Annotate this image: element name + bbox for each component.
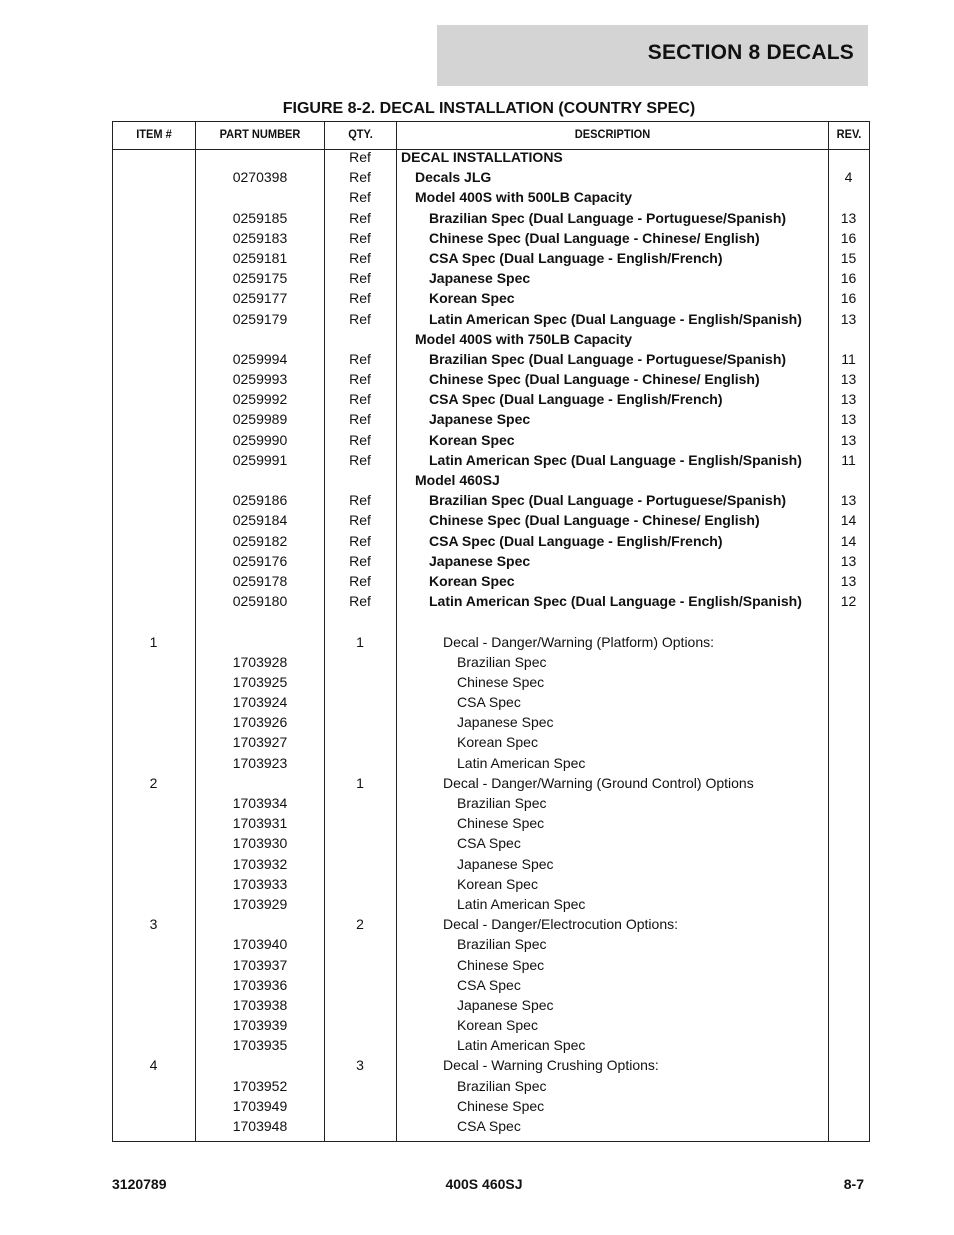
- part-number-cell: 1703927: [232, 734, 288, 751]
- qty-cell: 3: [356, 1057, 364, 1074]
- description-cell: CSA Spec: [457, 694, 521, 711]
- rev-cell: 14: [840, 512, 857, 529]
- description-cell: Latin American Spec: [457, 754, 586, 771]
- qty-cell: Ref: [349, 391, 371, 408]
- description-cell: Korean Spec: [429, 290, 515, 307]
- qty-cell: Ref: [349, 552, 371, 569]
- part-number-cell: 0259992: [232, 391, 288, 408]
- rev-cell: 13: [840, 310, 857, 327]
- table-row: [0, 916, 954, 936]
- qty-cell: Ref: [349, 572, 371, 589]
- table-row: [0, 290, 954, 310]
- table-row: [0, 856, 954, 876]
- part-number-cell: 0259175: [232, 270, 288, 287]
- table-row: [0, 169, 954, 189]
- table-row: [0, 149, 954, 169]
- item-number-cell: 3: [149, 916, 158, 933]
- table-row: [0, 876, 954, 896]
- table-row: [0, 1078, 954, 1098]
- description-cell: CSA Spec: [457, 976, 521, 993]
- description-cell: Latin American Spec: [457, 895, 586, 912]
- part-number-cell: 1703923: [232, 754, 288, 771]
- qty-cell: 1: [356, 633, 364, 650]
- description-cell: Decal - Danger/Warning (Platform) Options:: [443, 633, 715, 650]
- rev-cell: 13: [840, 371, 857, 388]
- col-header-part-number: PART NUMBER: [219, 127, 301, 141]
- rev-cell: 11: [841, 451, 856, 468]
- table-row: [0, 795, 954, 815]
- description-cell: DECAL INSTALLATIONS: [401, 149, 563, 165]
- rev-cell: 15: [840, 249, 857, 266]
- table-row: [0, 694, 954, 714]
- qty-cell: Ref: [349, 512, 371, 529]
- description-cell: Korean Spec: [429, 572, 515, 589]
- description-cell: Korean Spec: [457, 734, 538, 751]
- table-row: [0, 512, 954, 532]
- description-cell: Brazilian Spec (Dual Language - Portuguese/Spanish): [429, 209, 787, 226]
- part-number-cell: 0259990: [232, 431, 288, 448]
- description-cell: Chinese Spec: [457, 956, 545, 973]
- table-row: [0, 553, 954, 573]
- table-row: [0, 674, 954, 694]
- rev-cell: 13: [840, 209, 857, 226]
- item-number-cell: 1: [149, 633, 158, 650]
- rev-cell: 13: [840, 572, 857, 589]
- description-cell: Brazilian Spec: [457, 795, 547, 811]
- table-row: [0, 977, 954, 997]
- part-number-cell: 0259178: [232, 572, 288, 589]
- part-number-cell: 1703929: [232, 895, 288, 912]
- table-row: [0, 775, 954, 795]
- description-cell: CSA Spec (Dual Language - English/French): [429, 532, 723, 549]
- description-cell: Brazilian Spec (Dual Language - Portuguese/Spanish): [429, 350, 787, 367]
- table-row: [0, 593, 954, 613]
- col-header-qty: QTY.: [348, 127, 373, 141]
- part-number-cell: 1703926: [232, 714, 288, 731]
- table-row: [0, 734, 954, 754]
- description-cell: Model 400S with 750LB Capacity: [415, 330, 633, 347]
- description-cell: Chinese Spec: [457, 815, 545, 832]
- qty-cell: Ref: [349, 532, 371, 549]
- table-row: [0, 210, 954, 230]
- rev-cell: 13: [840, 431, 857, 448]
- description-cell: Korean Spec: [457, 1017, 538, 1034]
- qty-cell: Ref: [349, 492, 371, 509]
- table-row: [0, 230, 954, 250]
- table-row: [0, 1017, 954, 1037]
- qty-cell: Ref: [349, 310, 371, 327]
- rev-cell: 16: [840, 270, 857, 287]
- qty-cell: Ref: [349, 189, 371, 206]
- part-number-cell: 1703937: [232, 956, 288, 973]
- description-cell: Latin American Spec (Dual Language - English/Spanish): [429, 451, 802, 468]
- table-row: [0, 391, 954, 411]
- table-body: [0, 149, 954, 1138]
- part-number-cell: 0259183: [232, 229, 288, 246]
- description-cell: Japanese Spec: [429, 552, 531, 569]
- table-row: [0, 1118, 954, 1138]
- rev-cell: 13: [840, 492, 857, 509]
- part-number-cell: 0259993: [232, 371, 288, 388]
- qty-cell: Ref: [349, 411, 371, 428]
- col-header-description: DESCRIPTION: [574, 127, 651, 141]
- description-cell: Chinese Spec: [457, 673, 545, 690]
- qty-cell: Ref: [349, 290, 371, 307]
- rev-cell: 16: [840, 229, 857, 246]
- qty-cell: Ref: [349, 451, 371, 468]
- qty-cell: 2: [356, 916, 364, 933]
- table-row: [0, 492, 954, 512]
- part-number-cell: 0259182: [232, 532, 288, 549]
- qty-cell: Ref: [349, 593, 371, 610]
- description-cell: Korean Spec: [457, 875, 538, 892]
- part-number-cell: 1703932: [232, 855, 288, 872]
- part-number-cell: 1703948: [232, 1118, 288, 1134]
- table-row: [0, 654, 954, 674]
- qty-cell: Ref: [349, 149, 371, 165]
- description-cell: Decal - Danger/Warning (Ground Control) Options: [443, 774, 754, 791]
- description-cell: CSA Spec (Dual Language - English/French): [429, 249, 723, 266]
- table-row: [0, 311, 954, 331]
- part-number-cell: 0270398: [232, 169, 288, 186]
- part-number-cell: 1703931: [232, 815, 288, 832]
- part-number-cell: 1703949: [232, 1097, 288, 1114]
- rev-cell: 13: [840, 391, 857, 408]
- table-row: [0, 896, 954, 916]
- part-number-cell: 1703940: [232, 936, 288, 953]
- qty-cell: Ref: [349, 229, 371, 246]
- table-row: [0, 815, 954, 835]
- table-row: [0, 371, 954, 391]
- table-row: [0, 755, 954, 775]
- description-cell: Latin American Spec (Dual Language - English/Spanish): [429, 593, 802, 610]
- part-number-cell: 1703952: [232, 1077, 288, 1094]
- table-row: [0, 1057, 954, 1077]
- part-number-cell: 0259181: [232, 249, 288, 266]
- section-header: [437, 25, 868, 86]
- footer-doc-number: 3120789: [112, 1176, 167, 1192]
- table-row: [0, 270, 954, 290]
- table-row: [0, 957, 954, 977]
- part-number-cell: 0259991: [232, 451, 288, 468]
- rev-cell: 4: [844, 169, 853, 186]
- part-number-cell: 1703924: [232, 694, 288, 711]
- table-row: [0, 936, 954, 956]
- table-row: [0, 1037, 954, 1057]
- part-number-cell: 1703936: [232, 976, 288, 993]
- description-cell: Latin American Spec (Dual Language - English/Spanish): [429, 310, 802, 327]
- rev-cell: 13: [840, 411, 857, 428]
- footer-page-number: 8-7: [843, 1176, 864, 1192]
- table-row: [0, 351, 954, 371]
- col-header-rev: REV.: [836, 127, 862, 141]
- description-cell: Chinese Spec: [457, 1097, 545, 1114]
- table-row: [0, 452, 954, 472]
- rev-cell: 13: [840, 552, 857, 569]
- part-number-cell: 0259177: [232, 290, 288, 307]
- qty-cell: Ref: [349, 169, 371, 186]
- description-cell: Decal - Warning Crushing Options:: [443, 1057, 659, 1074]
- table-row: [0, 573, 954, 593]
- part-number-cell: 0259186: [232, 492, 288, 509]
- rev-cell: 11: [841, 350, 856, 367]
- item-number-cell: 2: [149, 774, 158, 791]
- part-number-cell: 1703930: [232, 835, 288, 852]
- description-cell: Japanese Spec: [429, 270, 531, 287]
- table-row: [0, 714, 954, 734]
- description-cell: Decal - Danger/Electrocution Options:: [443, 916, 678, 933]
- table-row: [0, 1098, 954, 1118]
- description-cell: Model 460SJ: [415, 472, 500, 488]
- description-cell: CSA Spec: [457, 835, 521, 852]
- qty-cell: Ref: [349, 209, 371, 226]
- part-number-cell: 1703928: [232, 653, 288, 670]
- description-cell: CSA Spec (Dual Language - English/French): [429, 391, 723, 408]
- table-row: [0, 189, 954, 209]
- description-cell: Brazilian Spec: [457, 653, 547, 670]
- section-title: SECTION 8 DECALS: [647, 41, 854, 64]
- part-number-cell: 0259180: [232, 593, 288, 610]
- rev-cell: 14: [840, 532, 857, 549]
- part-number-cell: 1703925: [232, 673, 288, 690]
- footer-model: 400S 460SJ: [445, 1176, 523, 1192]
- qty-cell: Ref: [349, 350, 371, 367]
- table-row: [0, 997, 954, 1017]
- table-row: [0, 432, 954, 452]
- part-number-cell: 0259994: [232, 350, 288, 367]
- part-number-cell: 1703933: [232, 875, 288, 892]
- qty-cell: Ref: [349, 270, 371, 287]
- description-cell: Latin American Spec: [457, 1037, 586, 1054]
- description-cell: Chinese Spec (Dual Language - Chinese/ English): [429, 371, 760, 388]
- part-number-cell: 0259176: [232, 552, 288, 569]
- figure-title: FIGURE 8-2. DECAL INSTALLATION (COUNTRY SPEC): [282, 100, 696, 117]
- table-row: [0, 835, 954, 855]
- part-number-cell: 1703935: [232, 1037, 288, 1054]
- part-number-cell: 1703934: [232, 795, 288, 811]
- rev-cell: 16: [840, 290, 857, 307]
- description-cell: Chinese Spec (Dual Language - Chinese/ English): [429, 512, 760, 529]
- table-row: [0, 472, 954, 492]
- table-row: [0, 613, 954, 633]
- qty-cell: Ref: [349, 431, 371, 448]
- table-row: [0, 533, 954, 553]
- description-cell: Japanese Spec: [457, 855, 554, 872]
- description-cell: Brazilian Spec (Dual Language - Portuguese/Spanish): [429, 492, 787, 509]
- description-cell: Japanese Spec: [457, 714, 554, 731]
- part-number-cell: 0259185: [232, 209, 288, 226]
- table-row: [0, 331, 954, 351]
- description-cell: Japanese Spec: [457, 996, 554, 1013]
- description-cell: Korean Spec: [429, 431, 515, 448]
- description-cell: CSA Spec: [457, 1118, 521, 1134]
- description-cell: Brazilian Spec: [457, 1077, 547, 1094]
- qty-cell: Ref: [349, 371, 371, 388]
- part-number-cell: 0259179: [232, 310, 288, 327]
- qty-cell: 1: [356, 774, 364, 791]
- rev-cell: 12: [840, 593, 857, 610]
- table-row: [0, 250, 954, 270]
- table-row: [0, 411, 954, 431]
- table-row: [0, 634, 954, 654]
- description-cell: Japanese Spec: [429, 411, 531, 428]
- part-number-cell: 0259184: [232, 512, 288, 529]
- col-header-item: ITEM #: [136, 127, 172, 141]
- description-cell: Model 400S with 500LB Capacity: [415, 189, 633, 206]
- qty-cell: Ref: [349, 249, 371, 266]
- part-number-cell: 0259989: [232, 411, 288, 428]
- description-cell: Decals JLG: [415, 169, 492, 186]
- part-number-cell: 1703939: [232, 1017, 288, 1034]
- part-number-cell: 1703938: [232, 996, 288, 1013]
- description-cell: Brazilian Spec: [457, 936, 547, 953]
- description-cell: Chinese Spec (Dual Language - Chinese/ English): [429, 229, 760, 246]
- item-number-cell: 4: [149, 1057, 158, 1074]
